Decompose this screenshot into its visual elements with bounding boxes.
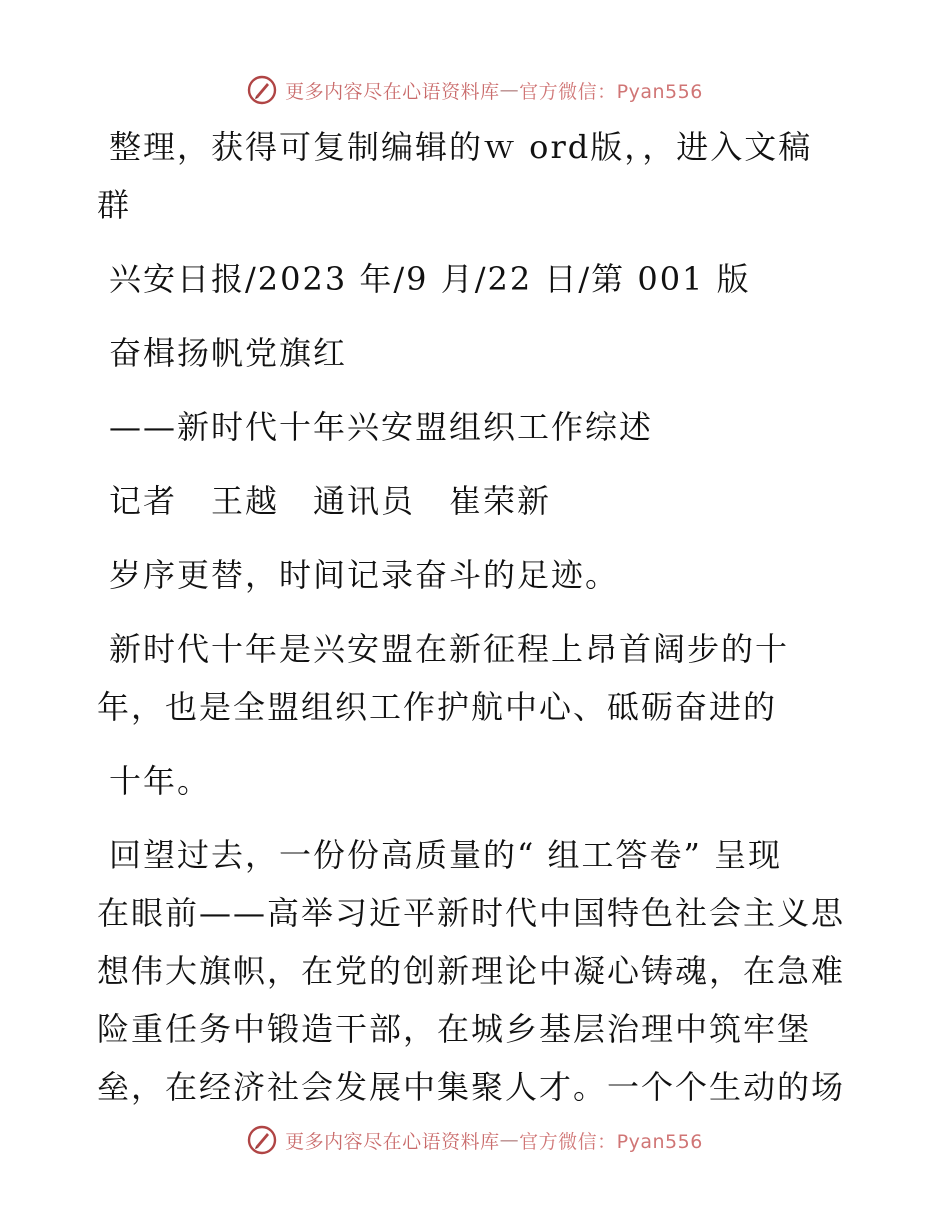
banner-separator: — — [499, 1129, 520, 1151]
text-line: 兴安日报/2023 年/9 月/22 日/第 001 版 — [109, 260, 751, 298]
document-body — [97, 118, 857, 1132]
text-line: 记者 王越 通讯员 崔荣新 — [109, 482, 552, 520]
article-title — [97, 324, 857, 382]
article-subtitle — [97, 398, 857, 456]
text-line: ——新时代十年兴安盟组织工作综述 — [109, 408, 654, 446]
text-line: 奋楫扬帆党旗红 — [109, 334, 348, 372]
quill-seal-icon — [247, 75, 277, 105]
text-line: 整理，获得可复制编辑的ｗ ord版，，进入文稿 — [109, 128, 813, 166]
article-byline — [97, 472, 857, 530]
paragraph-source — [97, 250, 857, 308]
paragraph — [97, 826, 857, 1116]
text-line: 十年。 — [109, 762, 212, 800]
text-line: 岁序更替，时间记录奋斗的足迹。 — [109, 556, 620, 594]
paragraph — [97, 546, 857, 604]
text-line: 想伟大旗帜，在党的创新理论中凝心铸魂，在急难 — [97, 952, 846, 990]
banner-separator: — — [499, 79, 520, 101]
text-line: 回望过去，一份份高质量的“ 组工答卷” 呈现 — [109, 836, 783, 874]
banner-text: 更多内容尽在心语资料库 — [285, 80, 500, 103]
text-line: 年，也是全盟组织工作护航中心、砥砺奋进的 — [97, 688, 778, 726]
text-line: 险重任务中锻造干部，在城乡基层治理中筑牢堡 — [97, 1010, 812, 1048]
header-watermark-banner — [0, 70, 950, 110]
banner-text: 更多内容尽在心语资料库 — [285, 1130, 500, 1153]
text-line: 群 — [97, 186, 132, 224]
banner-wechat: 官方微信：Pyan556 — [519, 1130, 703, 1153]
text-line: 垒，在经济社会发展中集聚人才。一个个生动的场 — [97, 1068, 846, 1106]
text-line: 新时代十年是兴安盟在新征程上昂首阔步的十 — [109, 630, 790, 668]
paragraph-note — [97, 118, 857, 234]
banner-wechat: 官方微信：Pyan556 — [519, 80, 703, 103]
text-line: 在眼前——高举习近平新时代中国特色社会主义思 — [97, 894, 846, 932]
paragraph — [97, 620, 857, 736]
footer-watermark-banner — [0, 1120, 950, 1160]
quill-seal-icon — [247, 1125, 277, 1155]
paragraph — [97, 752, 857, 810]
